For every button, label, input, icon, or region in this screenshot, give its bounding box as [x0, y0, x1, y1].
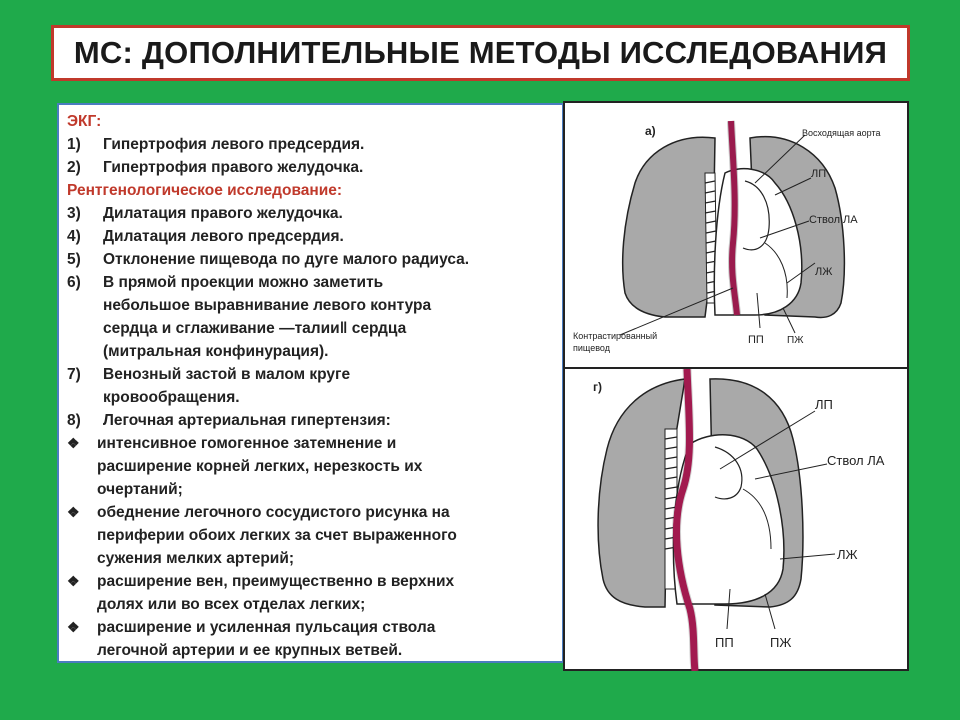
- item-number: 5): [67, 251, 81, 268]
- bullet-text: расширение и усиленная пульсация ствола: [97, 619, 436, 636]
- item-text: Венозный застой в малом круге: [103, 366, 351, 383]
- figure-g-pp-label: ПП: [715, 635, 734, 650]
- diamond-bullet-icon: ❖: [67, 573, 80, 589]
- xray-list: [67, 202, 556, 432]
- item-number: 6): [67, 274, 81, 291]
- item-number: [67, 386, 103, 409]
- bullet-item-line: [67, 616, 556, 639]
- diamond-bullet-icon: [67, 593, 97, 616]
- xray-item-line: [67, 363, 556, 386]
- figure-a-left-lung: [623, 137, 715, 317]
- diamond-bullet-icon: ❖: [67, 435, 80, 451]
- figure-a-stvol-la-label: Ствол ЛА: [809, 214, 858, 226]
- bullet-item-line: [67, 570, 556, 593]
- figure-a-lp-label: ЛП: [811, 168, 827, 180]
- xray-item-line: [67, 409, 556, 432]
- item-number: 2): [67, 159, 81, 176]
- item-number: 4): [67, 228, 81, 245]
- item-text: сердца и сглаживание —талии‖ сердца: [103, 320, 407, 337]
- text-panel: [57, 103, 564, 663]
- ecg-header: ЭКГ:: [67, 113, 102, 130]
- bullet-text: расширение корней легких, нерезкость их: [97, 458, 423, 475]
- item-text: Дилатация правого желудочка.: [103, 205, 343, 222]
- item-number: 3): [67, 205, 81, 222]
- figure-a-ascending-aorta-label: Восходящая аорта: [802, 128, 881, 138]
- figure-g-label: г): [593, 380, 602, 394]
- bullet-item-line: [67, 639, 556, 662]
- slide-title: МС: ДОПОЛНИТЕЛЬНЫЕ МЕТОДЫ ИССЛЕДОВАНИЯ: [73, 35, 888, 70]
- item-text: небольшое выравнивание левого контура: [103, 297, 432, 314]
- figure-a-pzh-label: ПЖ: [787, 335, 804, 346]
- ecg-item: [67, 133, 556, 156]
- figure-a-lzh-label: ЛЖ: [815, 266, 833, 278]
- diamond-bullet-icon: ❖: [67, 504, 80, 520]
- figure-a-pp-label: ПП: [748, 334, 764, 346]
- figure-a-esophagus-label-2: пищевод: [573, 343, 610, 353]
- figure-g-lzh-label: ЛЖ: [837, 547, 858, 562]
- diamond-bullet-icon: [67, 478, 97, 501]
- figure-g-lp-label: ЛП: [815, 397, 833, 412]
- ecg-list: [67, 133, 556, 179]
- figure-g-pzh-label: ПЖ: [770, 635, 792, 650]
- title-banner: [51, 25, 910, 81]
- item-text: В прямой проекции можно заметить: [103, 274, 384, 291]
- diamond-bullet-icon: [67, 455, 97, 478]
- item-number: 1): [67, 136, 81, 153]
- bullet-item-line: [67, 432, 556, 455]
- bullet-item-line: [67, 593, 556, 616]
- xray-item-line: [67, 202, 556, 225]
- bullet-item-line: [67, 524, 556, 547]
- xray-header: Рентгенологическое исследование:: [67, 182, 343, 199]
- bullet-text: долях или во всех отделах легких;: [97, 596, 366, 613]
- xray-item-line: [67, 271, 556, 294]
- item-number: 7): [67, 366, 81, 383]
- item-text: Гипертрофия левого предсердия.: [103, 136, 365, 153]
- ecg-item: [67, 156, 556, 179]
- figure-a-label: а): [645, 124, 656, 138]
- figure-a-esophagus-label-1: Контрастированный: [573, 331, 658, 341]
- diamond-bullet-icon: [67, 639, 97, 662]
- figure-panel: [563, 101, 909, 671]
- item-text: Дилатация левого предсердия.: [103, 228, 344, 245]
- bullet-text: сужения мелких артерий;: [97, 550, 295, 567]
- xray-item-line: [67, 294, 556, 317]
- bullet-item-line: [67, 455, 556, 478]
- item-text: Легочная артериальная гипертензия:: [103, 412, 391, 429]
- bullet-text: легочной артерии и ее крупных ветвей.: [97, 642, 403, 659]
- bullet-text: расширение вен, преимущественно в верхних: [97, 573, 455, 590]
- bullet-text: интенсивное гомогенное затемнение и: [97, 435, 397, 452]
- item-number: [67, 317, 103, 340]
- diamond-bullet-icon: [67, 524, 97, 547]
- item-text: Отклонение пищевода по дуге малого радиуса.: [103, 251, 470, 268]
- bullet-text: периферии обоих легких за счет выраженного: [97, 527, 457, 544]
- item-number: [67, 340, 103, 363]
- bullet-item-line: [67, 547, 556, 570]
- bullet-item-line: [67, 501, 556, 524]
- diamond-bullet-icon: [67, 547, 97, 570]
- item-number: [67, 294, 103, 317]
- bullet-list: [67, 432, 556, 662]
- item-text: (митральная конфинурация).: [103, 343, 329, 360]
- item-text: кровообращения.: [103, 389, 240, 406]
- xray-item-line: [67, 340, 556, 363]
- figure-g-diagram: [565, 369, 907, 671]
- xray-item-line: [67, 225, 556, 248]
- item-number: 8): [67, 412, 81, 429]
- figure-g-stvol-la-label: Ствол ЛА: [827, 453, 885, 468]
- item-text: Гипертрофия правого желудочка.: [103, 159, 364, 176]
- xray-item-line: [67, 386, 556, 409]
- diamond-bullet-icon: ❖: [67, 619, 80, 635]
- bullet-item-line: [67, 478, 556, 501]
- xray-item-line: [67, 248, 556, 271]
- bullet-text: очертаний;: [97, 481, 183, 498]
- bullet-text: обеднение легочного сосудистого рисунка на: [97, 504, 450, 521]
- xray-item-line: [67, 317, 556, 340]
- figure-a-diagram: [565, 103, 907, 365]
